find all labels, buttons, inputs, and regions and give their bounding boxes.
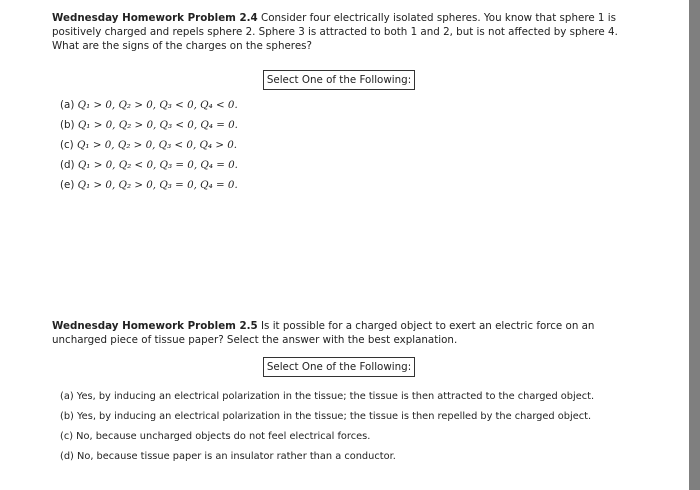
option-text: Yes, by inducing an electrical polarization in the tissue; the tissue is then repelled by the charged object.	[77, 411, 592, 422]
option-b[interactable]	[60, 115, 238, 135]
option-letter: (c)	[60, 139, 74, 151]
problem-text: Is it possible for a charged object to exert an electric force on an uncharged piece of tissue paper? Select the answer with the best explanation.	[52, 320, 595, 346]
option-text: No, because uncharged objects do not feel electrical forces.	[76, 431, 371, 442]
option-e[interactable]	[60, 175, 238, 195]
problem-2-4-options	[60, 95, 238, 195]
option-letter: (b)	[60, 411, 74, 422]
option-letter: (a)	[60, 99, 75, 111]
problem-2-4-statement	[52, 11, 632, 53]
option-a[interactable]	[60, 95, 238, 115]
option-text: Q₁ > 0, Q₂ > 0, Q₃ < 0, Q₄ < 0.	[77, 99, 238, 111]
option-letter: (c)	[60, 431, 74, 442]
option-letter: (b)	[60, 119, 75, 131]
option-text: Q₁ > 0, Q₂ > 0, Q₃ = 0, Q₄ = 0.	[77, 179, 238, 191]
option-text: Q₁ > 0, Q₂ > 0, Q₃ < 0, Q₄ > 0.	[76, 139, 238, 151]
select-one-button[interactable]: Select One of the Following:	[263, 70, 415, 90]
option-text: No, because tissue paper is an insulator rather than a conductor.	[77, 451, 396, 462]
option-letter: (e)	[60, 179, 75, 191]
option-text: Q₁ > 0, Q₂ < 0, Q₃ = 0, Q₄ = 0.	[77, 159, 238, 171]
problem-2-5-statement	[52, 319, 632, 347]
option-letter: (d)	[60, 451, 74, 462]
problem-text: Consider four electrically isolated spheres. You know that sphere 1 is positively charged and repels sphere 2. Sphere 3 is attracted to both 1 and 2, but is not affected by sphere 4. What are the signs of the charges on the spheres?	[52, 12, 618, 52]
problem-title: Wednesday Homework Problem 2.4	[52, 12, 258, 24]
problem-2-5-options	[60, 387, 594, 467]
option-letter: (a)	[60, 391, 74, 402]
option-a[interactable]	[60, 387, 594, 407]
option-d[interactable]	[60, 155, 238, 175]
problem-title: Wednesday Homework Problem 2.5	[52, 320, 258, 332]
option-d[interactable]	[60, 447, 594, 467]
option-text: Yes, by inducing an electrical polarization in the tissue; the tissue is then attracted to the charged object.	[76, 391, 595, 402]
select-one-button[interactable]: Select One of the Following:	[263, 357, 415, 377]
option-b[interactable]	[60, 407, 594, 427]
option-c[interactable]	[60, 135, 238, 155]
scrollbar[interactable]	[689, 0, 700, 490]
option-text: Q₁ > 0, Q₂ > 0, Q₃ < 0, Q₄ = 0.	[77, 119, 238, 131]
option-c[interactable]	[60, 427, 594, 447]
option-letter: (d)	[60, 159, 75, 171]
